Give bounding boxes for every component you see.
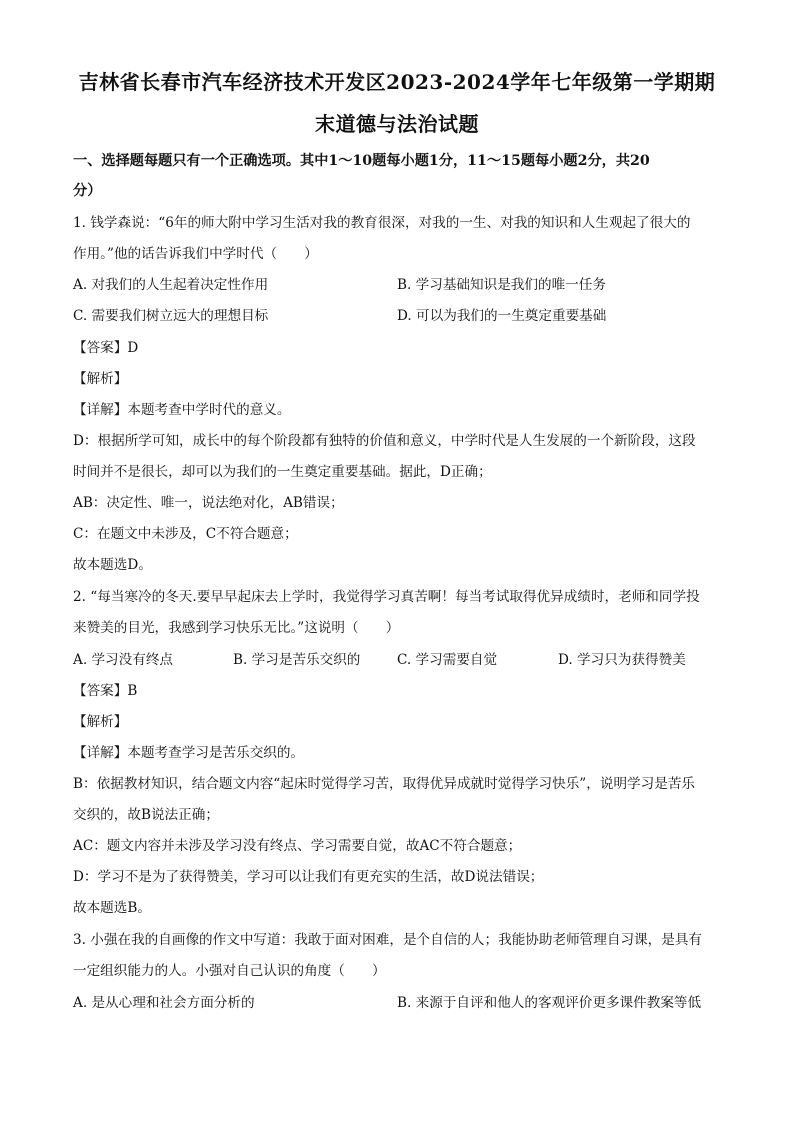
q1-answer: 【答案】D bbox=[73, 340, 139, 356]
q2-explanation-line-5: 故本题选B。 bbox=[73, 900, 151, 916]
q2-explanation-line-3: AC：题文内容并未涉及学习没有终点、学习需要自觉，故AC不符合题意； bbox=[73, 838, 522, 854]
q2-detail: 【详解】本题考查学习是苦乐交织的。 bbox=[73, 745, 305, 761]
q3-stem-line-1: 3. 小强在我的自画像的作文中写道：我敢于面对困难，是个自信的人；我能协助老师管理自习课，是具有 bbox=[73, 932, 703, 948]
q1-stem-line-1: 1. 钱学森说：“6年的师大附中学习生活对我的教育很深，对我的一生、对我的知识和人生观起了很大的 bbox=[73, 215, 691, 231]
q2-option-a: A. 学习没有终点 bbox=[73, 652, 174, 668]
q1-option-c: C. 需要我们树立远大的理想目标 bbox=[73, 308, 269, 324]
q1-option-b: B. 学习基础知识是我们的唯一任务 bbox=[397, 277, 606, 293]
q2-option-c: C. 学习需要自觉 bbox=[397, 652, 498, 668]
q1-explanation-line-4: C：在题文中未涉及，C不符合题意； bbox=[73, 526, 298, 542]
q3-option-b: B. 来源于自评和他人的客观评价更多课件教案等低 bbox=[397, 995, 702, 1011]
q1-explanation-line-2: 时间并不是很长，却可以为我们的一生奠定重要基础。据此，D正确； bbox=[73, 464, 492, 480]
q2-explanation-line-1: B：依据教材知识，结合题文内容“起床时觉得学习苦，取得优异成就时觉得学习快乐”，说明学习是苦乐 bbox=[73, 776, 696, 792]
q2-option-d: D. 学习只为获得赞美 bbox=[558, 652, 686, 668]
title-line-2: 末道德与法治试题 bbox=[315, 112, 479, 136]
q1-option-a: A. 对我们的人生起着决定性作用 bbox=[73, 277, 269, 293]
q1-explanation-line-3: AB：决定性、唯一，说法绝对化，AB错误； bbox=[73, 495, 344, 511]
section-heading-line-2: 分） bbox=[73, 183, 102, 199]
q2-explanation-line-4: D：学习不是为了获得赞美，学习可以让我们有更充实的生活，故D说法错误； bbox=[73, 869, 544, 885]
q2-explanation-line-2: 交织的，故B说法正确； bbox=[73, 807, 219, 823]
title-line-1: 吉林省长春市汽车经济技术开发区2023-2024学年七年级第一学期期 bbox=[78, 70, 716, 94]
q3-option-a: A. 是从心理和社会方面分析的 bbox=[73, 995, 255, 1011]
q2-stem-line-1: 2. “每当寒冷的冬天.要早早起床去上学时，我觉得学习真苦啊！每当考试取得优异成绩时，老师和同学投 bbox=[73, 589, 700, 605]
section-heading-line-1: 一、选择题每题只有一个正确选项。其中1～10题每小题1分，11～15题每小题2分，共20 bbox=[73, 153, 650, 169]
q2-stem-line-2: 来赞美的目光，我感到学习快乐无比。”这说明（ ） bbox=[73, 620, 400, 636]
q1-option-d: D. 可以为我们的一生奠定重要基础 bbox=[397, 308, 607, 324]
q3-stem-line-2: 一定组织能力的人。小强对自己认识的角度（ ） bbox=[73, 963, 386, 979]
q2-answer: 【答案】B bbox=[73, 683, 138, 699]
q1-analysis-label: 【解析】 bbox=[73, 371, 128, 387]
q2-analysis-label: 【解析】 bbox=[73, 714, 128, 730]
q1-stem-line-2: 作用。”他的话告诉我们中学时代（ ） bbox=[73, 246, 318, 262]
q1-explanation-line-1: D：根据所学可知，成长中的每个阶段都有独特的价值和意义，中学时代是人生发展的一个新阶段，这段 bbox=[73, 433, 696, 449]
q1-explanation-line-5: 故本题选D。 bbox=[73, 557, 152, 573]
q1-detail: 【详解】本题考查中学时代的意义。 bbox=[73, 402, 291, 418]
q2-option-b: B. 学习是苦乐交织的 bbox=[233, 652, 361, 668]
